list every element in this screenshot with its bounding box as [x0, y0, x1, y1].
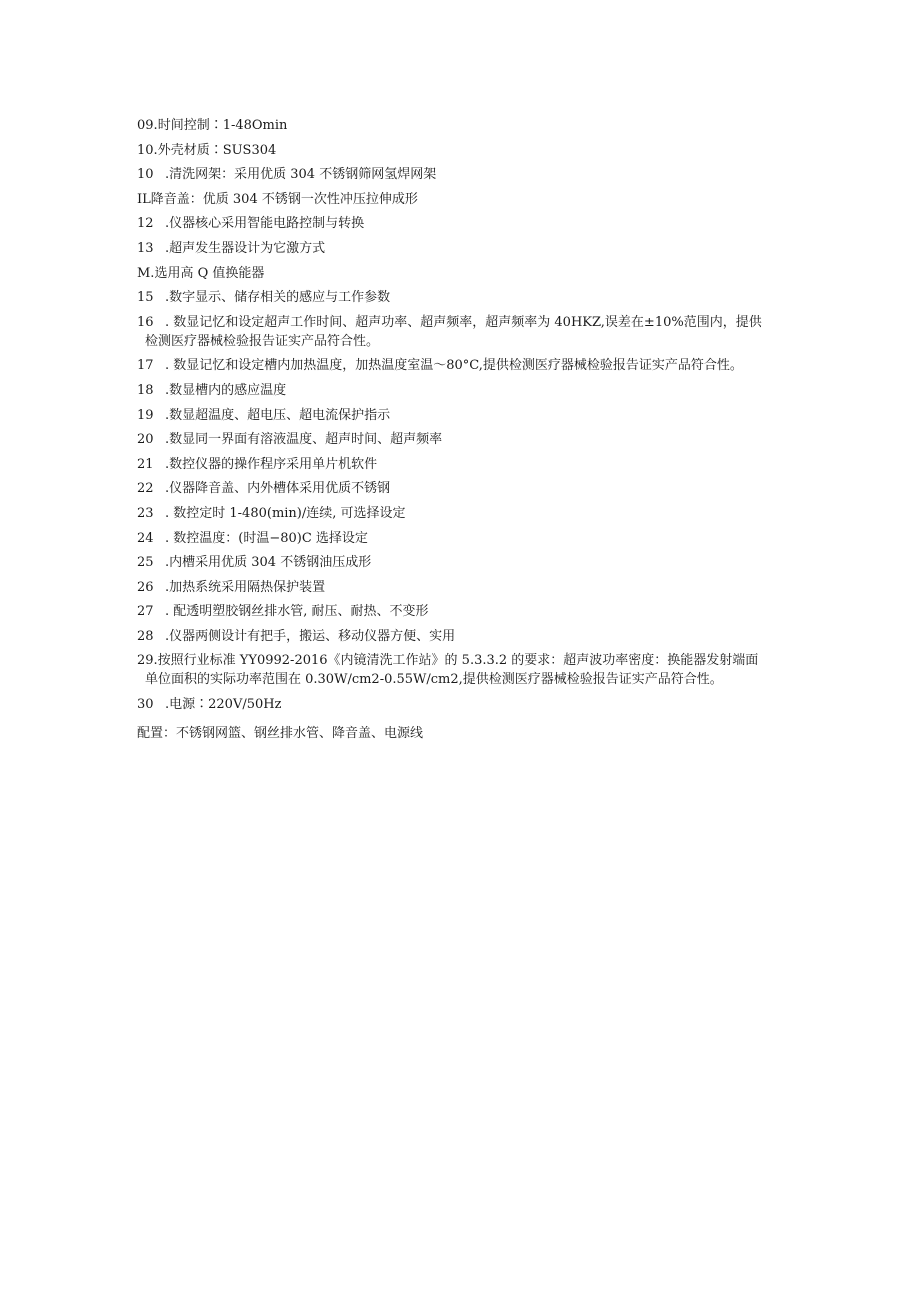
item-number: 25: [137, 555, 154, 571]
item-text: .仪器核心采用智能电路控制与转换: [165, 216, 365, 232]
item-number: 16: [137, 314, 154, 330]
item-number: 12: [137, 216, 154, 232]
item-text: 选用高 Q 值换能器: [154, 265, 265, 281]
list-item: [137, 141, 787, 160]
list-item: [137, 381, 787, 400]
item-continuation: 检测医疗器械检验报告证实产品符合性。: [145, 333, 380, 349]
list-item: [137, 264, 787, 283]
item-text: 降音盖：优质 304 不锈钢一次性冲压拉伸成形: [150, 191, 418, 207]
item-text: . 数控温度：(时温−80)C 选择设定: [165, 530, 368, 546]
list-item: [137, 190, 787, 209]
list-item: [137, 602, 787, 621]
item-text: .数显同一界面有溶液温度、超声时间、超声频率: [165, 432, 443, 448]
item-text: .数显槽内的感应温度: [165, 382, 287, 398]
list-item: [137, 356, 787, 375]
item-text: .按照行业标准 YY0992-2016《内镜清洗工作站》的 5.3.3.2 的要求：超声波功率密度：换能器发射端面: [153, 653, 759, 669]
item-number: 20: [137, 432, 154, 448]
list-item: [137, 455, 787, 474]
item-number: 15: [137, 290, 154, 306]
item-text: 时间控制∶1-48Omin: [157, 118, 288, 133]
item-text: .仪器降音盖、内外槽体采用优质不锈钢: [165, 481, 391, 497]
list-item: [137, 627, 787, 646]
item-number: 10.: [137, 142, 158, 158]
list-item: [137, 288, 787, 307]
item-text: .清洗网架：采用优质 304 不锈钢筛网氢焊网架: [165, 167, 437, 183]
item-number: IL: [137, 191, 151, 207]
item-text: .内槽采用优质 304 不锈钢油压成形: [165, 555, 372, 571]
list-item: [137, 553, 787, 572]
list-item: [137, 695, 787, 714]
item-text: .加热系统采用隔热保护装置: [165, 579, 326, 595]
item-number: 09.: [137, 118, 158, 133]
configuration-line: 配置：不锈钢网篮、钢丝排水管、降音盖、电源线: [137, 726, 424, 742]
spec-list: [137, 116, 787, 743]
item-text: .数显超温度、超电压、超电流保护指示: [165, 407, 391, 423]
item-number: 13: [137, 240, 154, 256]
list-item: [137, 165, 787, 184]
item-number: 10: [137, 167, 154, 183]
item-number: 23: [137, 505, 154, 521]
list-item: [137, 214, 787, 233]
item-text: .数控仪器的操作程序采用单片机软件: [165, 456, 378, 472]
item-text: 外壳材质∶SUS304: [157, 142, 277, 158]
list-item: [137, 651, 787, 689]
item-continuation: 单位面积的实际功率范围在 0.30W/cm2-0.55W/cm2,提供检测医疗器械检验报告证实产品符合性。: [145, 672, 723, 688]
item-number: 19: [137, 407, 154, 423]
list-item: [137, 239, 787, 258]
list-item: [137, 116, 787, 135]
list-item: [137, 479, 787, 498]
item-number: 30: [137, 697, 154, 713]
item-number: 21: [137, 456, 154, 472]
item-text: . 数控定时 1-480(min)/连续, 可选择设定: [165, 505, 406, 521]
item-number: 22: [137, 481, 154, 497]
item-number: 27: [137, 604, 154, 620]
item-number: 29: [137, 653, 154, 669]
item-text: .数字显示、储存相关的感应与工作参数: [165, 290, 391, 306]
item-number: 18: [137, 382, 154, 398]
list-item: [137, 430, 787, 449]
item-text: . 数显记忆和设定槽内加热温度，加热温度室温～80°C,提供检测医疗器械检验报告证实产品符合性。: [165, 358, 743, 374]
item-text: .仪器两侧设计有把手，搬运、移动仪器方便、实用: [165, 628, 456, 644]
list-item: [137, 406, 787, 425]
item-number: 24: [137, 530, 154, 546]
list-item: [137, 529, 787, 548]
list-item: [137, 578, 787, 597]
item-number: 28: [137, 628, 154, 644]
item-number: M.: [137, 265, 155, 281]
item-text: .超声发生器设计为它激方式: [165, 240, 326, 256]
item-text: .电源∶220V/50Hz: [165, 697, 282, 713]
item-number: 26: [137, 579, 154, 595]
list-item: [137, 504, 787, 523]
item-text: . 数显记忆和设定超声工作时间、超声功率、超声频率，超声频率为 40HKZ,误差在±10%范围内，提供: [165, 314, 762, 330]
item-text: . 配透明塑胶钢丝排水管, 耐压、耐热、不变形: [165, 604, 429, 620]
item-number: 17: [137, 358, 154, 374]
list-item: [137, 313, 787, 351]
